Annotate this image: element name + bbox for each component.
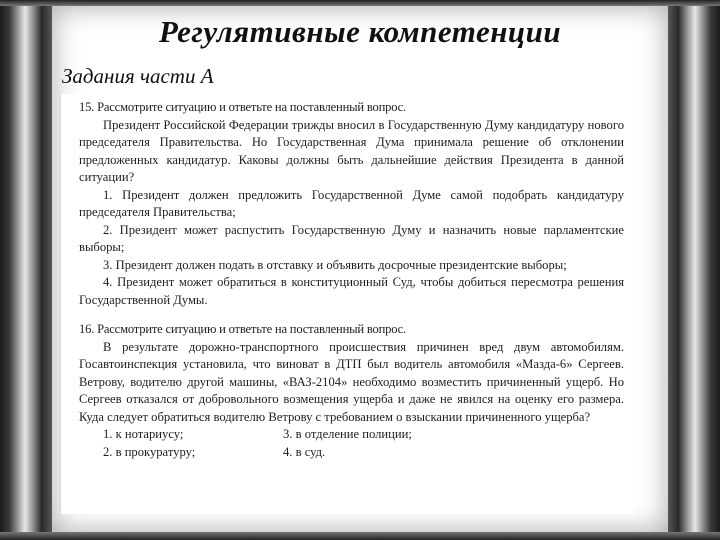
task-15-option-3: 3. Президент должен подать в отставку и объявить досрочные президентские выборы; bbox=[103, 257, 567, 272]
task-15-text: Президент Российской Федерации трижды вносил в Государственную Думу кандидатуру нового председателя Правительства. Но Государственная Дума принимала решение об отклонении предложенных кандидатур. Каковы должны быть дальнейшие действия Президента в данной ситуации? bbox=[79, 117, 624, 184]
slide-subtitle: Задания части А bbox=[62, 64, 214, 88]
task-16-option-4: 4. в суд. bbox=[283, 444, 326, 459]
task-16-option-3: 3. в отделение полиции; bbox=[283, 427, 412, 441]
frame-right bbox=[668, 0, 720, 540]
task-15-title: 15. Рассмотрите ситуацию и ответьте на поставленный вопрос. bbox=[79, 100, 407, 114]
task-15-option-1: 1. Президент должен предложить Государственной Думе самой подобрать кандидатуру председателя Правительства; bbox=[79, 187, 624, 219]
slide bbox=[52, 6, 668, 532]
task-16-option-2: 2. в прокуратуру; bbox=[103, 444, 196, 459]
task-16 bbox=[79, 321, 624, 461]
task-16-title: 16. Рассмотрите ситуацию и ответьте на поставленный вопрос. bbox=[79, 322, 407, 336]
task-15-option-4: 4. Президент может обратиться в конституционный Суд, чтобы добиться пересмотра решения Государственной Думы. bbox=[79, 275, 624, 307]
task-16-options bbox=[79, 426, 624, 461]
frame-bottom bbox=[0, 532, 720, 540]
task-15 bbox=[79, 99, 624, 309]
slide-title: Регулятивные компетенции bbox=[158, 14, 562, 49]
task-16-option-1: 1. к нотариусу; bbox=[103, 427, 184, 441]
frame-left bbox=[0, 0, 52, 540]
task-15-option-2: 2. Президент может распустить Государственную Думу и назначить новые парламентские выборы; bbox=[79, 222, 624, 254]
scanned-document bbox=[60, 94, 634, 514]
task-16-text: В результате дорожно-транспортного происшествия причинен вред двум автомобилям. Госавтоинспекция установила, что виноват в ДТП был водитель автомобиля «Мазда-6» Сергеев. Ветрову, водителю другой машины, «ВАЗ-2104» необходимо возместить причиненный ущерб. Но Сергеев отказался от добровольного возмещения ущерба и даже не явился на оценку его размера. Куда следует обратиться водителю Ветрову с требованием о взыскании причиненного ущерба? bbox=[79, 339, 624, 424]
